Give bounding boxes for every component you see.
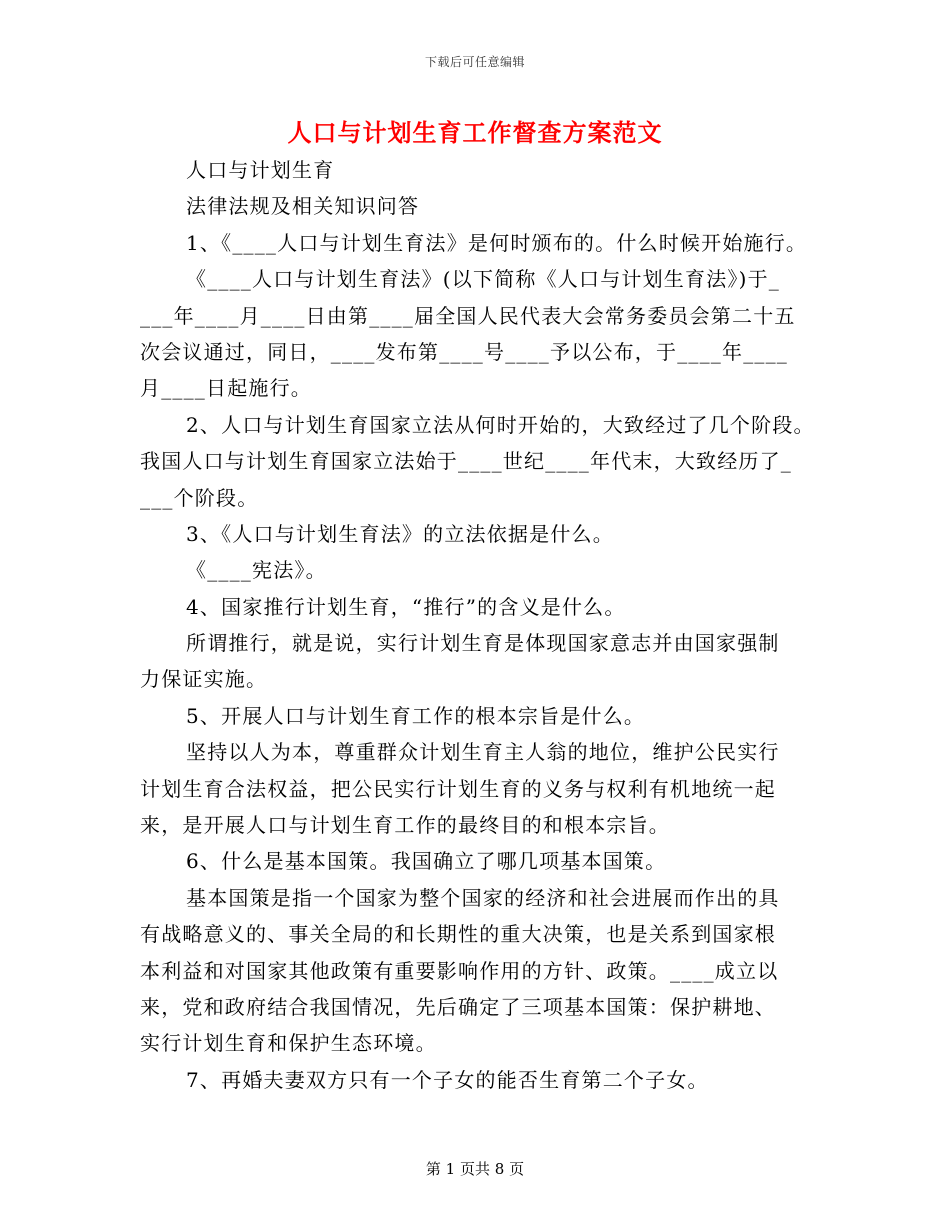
text-line: 本利益和对国家其他政策有重要影响作用的方针、政策。____成立以 <box>140 958 779 983</box>
text-line: 所谓推行，就是说，实行计划生育是体现国家意志并由国家强制 <box>186 631 780 656</box>
text-line: 2、人口与计划生育国家立法从何时开始的，大致经过了几个阶段。 <box>186 412 815 437</box>
text-line: 实行计划生育和保护生态环境。 <box>140 1031 437 1056</box>
text-line: 计划生育合法权益，把公民实行计划生育的义务与权利有机地统一起 <box>140 776 776 801</box>
header-note: 下载后可任意编辑 <box>424 55 525 69</box>
document-body <box>140 152 815 1098</box>
text-line: ___个阶段。 <box>140 485 259 510</box>
text-line: 坚持以人为本，尊重群众计划生育主人翁的地位，维护公民实行 <box>186 740 780 765</box>
text-line: 来，是开展人口与计划生育工作的最终目的和根本宗旨。 <box>140 813 670 838</box>
text-line: 人口与计划生育 <box>186 158 335 182</box>
text-line: 有战略意义的、事关全局的和长期性的重大决策，也是关系到国家根 <box>140 922 776 947</box>
text-line: 3、《人口与计划生育法》的立法依据是什么。 <box>186 521 614 546</box>
page-footer: 第 1 页共 8 页 <box>425 1160 525 1178</box>
text-line: 次会议通过，同日，____发布第____号____予以公布，于____年____ <box>140 339 788 364</box>
text-line: 1、《____人口与计划生育法》是何时颁布的。什么时候开始施行。 <box>186 230 808 255</box>
text-line: 4、国家推行计划生育，“推行”的含义是什么。 <box>186 594 626 619</box>
text-line: 《____宪法》。 <box>186 558 327 583</box>
text-line: 6、什么是基本国策。我国确立了哪几项基本国策。 <box>186 849 667 874</box>
text-line: 力保证实施。 <box>140 667 268 692</box>
text-line: 《____人口与计划生育法》(以下简称《人口与计划生育法》)于_ <box>186 267 781 292</box>
document-title: 人口与计划生育工作督查方案范文 <box>287 118 663 147</box>
text-line: 月____日起施行。 <box>140 376 312 401</box>
text-line: 5、开展人口与计划生育工作的根本宗旨是什么。 <box>186 703 646 728</box>
text-line: 我国人口与计划生育国家立法始于____世纪____年代末，大致经历了_ <box>140 449 792 474</box>
text-line: 来，党和政府结合我国情况，先后确定了三项基本国策：保护耕地、 <box>140 994 776 1019</box>
text-line: 基本国策是指一个国家为整个国家的经济和社会进展而作出的具 <box>186 885 780 910</box>
text-line: 法律法规及相关知识问答 <box>186 194 420 219</box>
text-line: ___年____月____日由第____届全国人民代表大会常务委员会第二十五 <box>140 303 796 328</box>
text-line: 7、再婚夫妻双方只有一个子女的能否生育第二个子女。 <box>186 1067 709 1092</box>
